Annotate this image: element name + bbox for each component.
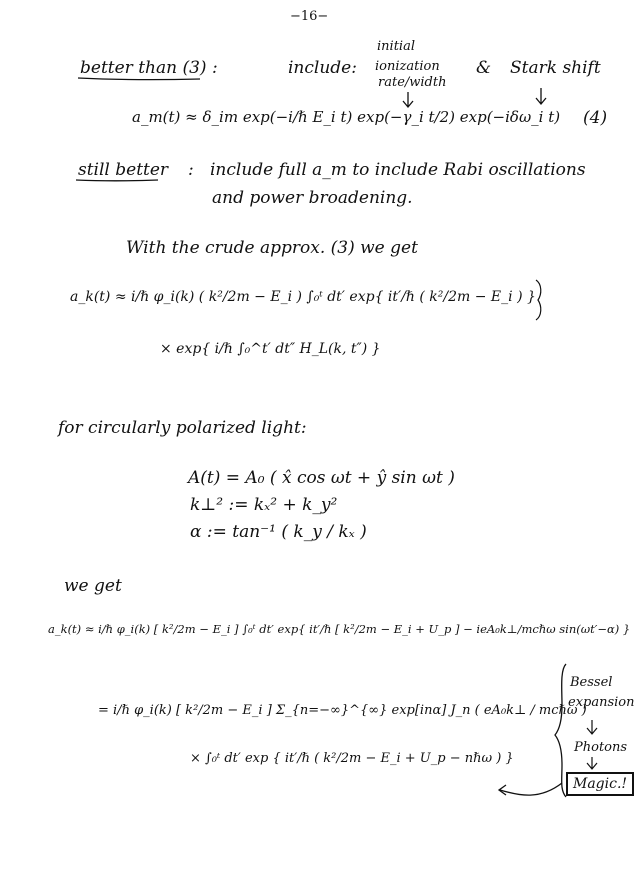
magic-box: Magic.! [566,772,634,796]
arrow-magic [500,783,562,795]
equation-4-tag: (4) [583,108,608,128]
eq-ak3-line2: × ∫₀ᵗ dt′ exp { it′/ℏ ( k²/2m − E_i + U_p − nℏω ) } [190,751,514,766]
still-line-2: and power broadening. [212,188,413,208]
arrow-photons-magic [587,757,597,769]
still-colon: : [188,160,194,180]
brace-eq1 [536,280,541,320]
stack-mid: ionization [375,59,440,74]
side-bessel: Bessel [570,675,613,690]
eq-ak-line1: a_k(t) ≈ i/ℏ φ_i(k) ( k²/2m − E_i ) ∫₀ᵗ dt′ exp{ it′/ℏ ( k²/2m − E_i ) } [70,289,536,305]
underline-still [76,180,158,181]
stark-shift: Stark shift [510,58,601,78]
def-kperp: k⊥² := kₓ² + k_y² [190,495,338,515]
def-A: A(t) = A₀ ( x̂ cos ωt + ŷ sin ωt ) [188,468,455,488]
ampersand: & [476,58,492,78]
eq-ak2: a_k(t) ≈ i/ℏ φ_i(k) [ k²/2m − E_i ] ∫₀ᵗ dt′ exp{ it′/ℏ [ k²/2m − E_i + U_p ] − ieA₀k⊥/mcℏω sin(ωt′−α) } [48,622,631,636]
better-label: better than (3) : [80,58,218,78]
arrow-bessel-photons [587,720,597,734]
equation-4: a_m(t) ≈ δ_im exp(−i/ℏ E_i t) exp(−γ_i t/2) exp(−iδω_i t) [132,108,561,126]
side-expansion: expansion [568,695,635,710]
stack-bot: rate/width [378,75,447,90]
still-label: still better [78,160,169,180]
arrow-ionization [403,92,413,107]
side-brace [555,664,566,797]
eq-ak3-line1: = i/ℏ φ_i(k) [ k²/2m − E_i ] Σ_{n=−∞}^{∞} exp[inα] J_n ( eA₀k⊥ / mcℏω ) [98,703,587,718]
stack-top: initial [377,39,415,54]
def-alpha: α := tan⁻¹ ( k_y / kₓ ) [190,522,367,542]
circular-text: for circularly polarized light: [58,418,307,438]
we-get: we get [64,576,122,596]
side-photons: Photons [574,740,628,755]
crude-approx-text: With the crude approx. (3) we get [126,238,418,258]
underline-better [78,78,200,80]
eq-ak-line2: × exp{ i/ℏ ∫₀^t′ dt″ H_L(k, t″) } [160,341,381,357]
page-number: −16− [290,9,329,24]
include-word: include: [288,58,357,78]
arrow-stark [536,88,546,104]
still-line-1: include full a_m to include Rabi oscillations [210,160,586,180]
